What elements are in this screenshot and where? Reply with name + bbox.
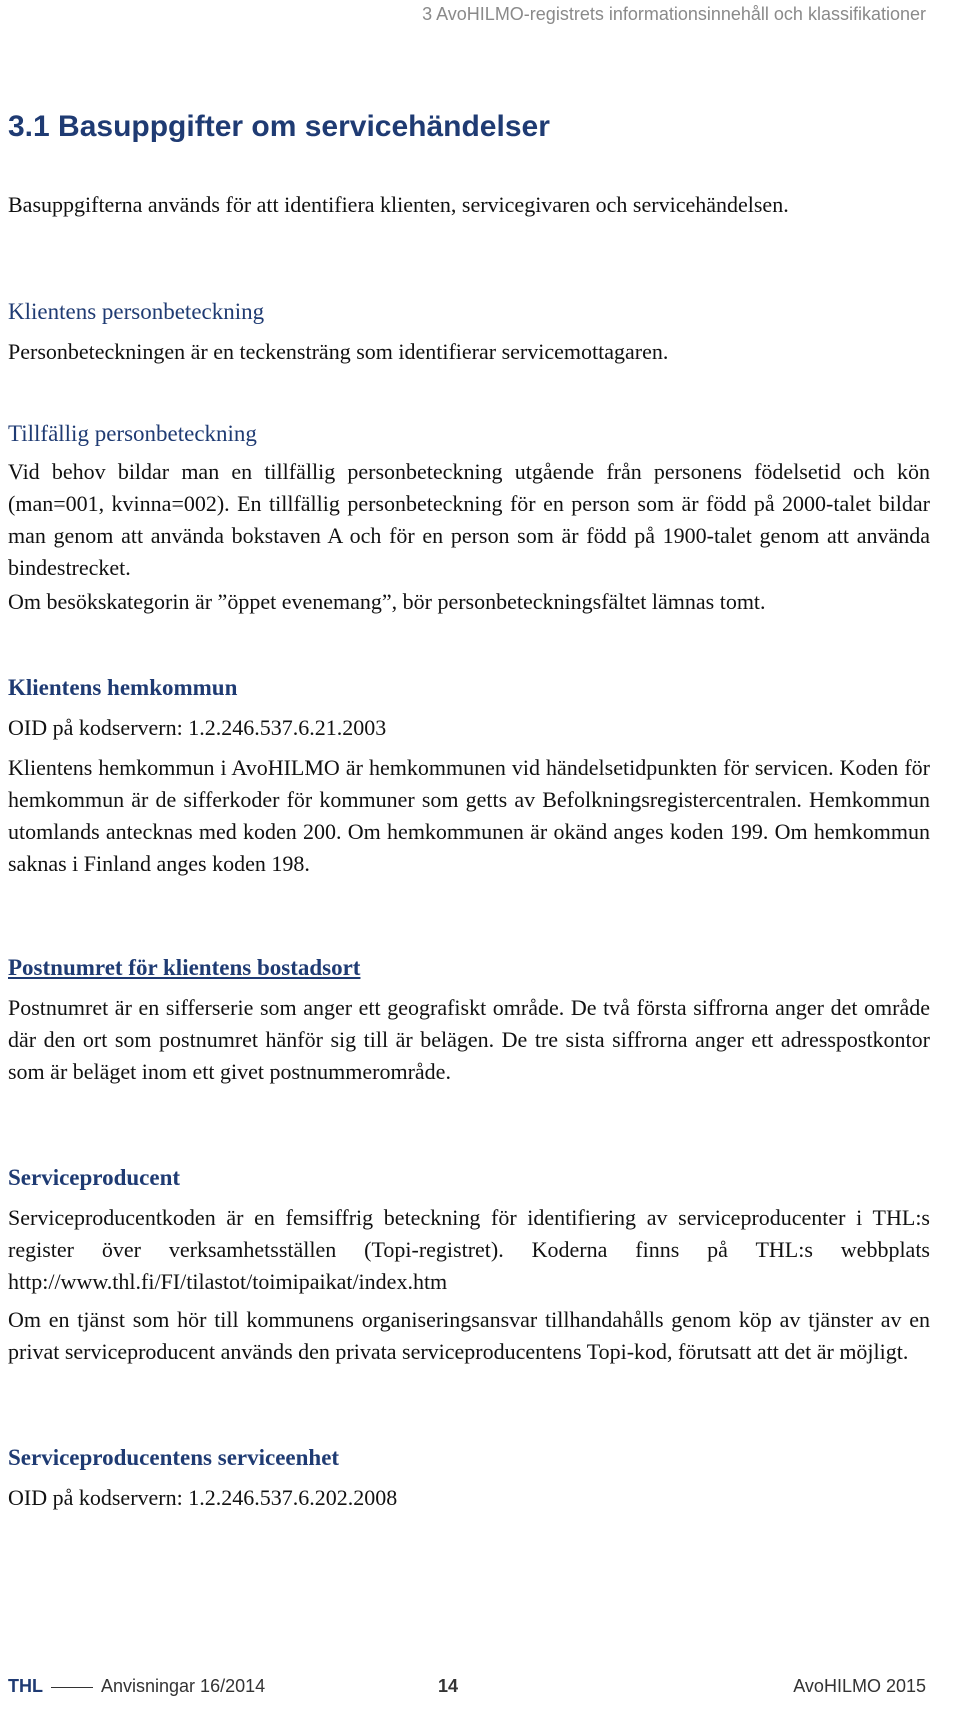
serviceproducent-paragraph-1: Serviceproducentkoden är en femsiffrig beteckning för identifiering av serviceproducenter i THL:s register över verksamhetsställen (Topi-registret). Koderna finns på THL:s webbplats http://www.thl.fi/FI/tilastot/toimipaikat/index.htm [8, 1205, 930, 1294]
hemkommun-oid: OID på kodservern: 1.2.246.537.6.21.2003 [8, 715, 387, 740]
personbeteckning-paragraph: Personbeteckningen är en teckensträng som identifierar servicemottagaren. [8, 339, 669, 364]
footer-series: Anvisningar 16/2014 [101, 1676, 266, 1696]
page-footer [8, 1676, 926, 1708]
footer-dash [51, 1687, 93, 1688]
footer-left [8, 1676, 265, 1697]
heading-serviceproducent: Serviceproducent [8, 1165, 181, 1190]
heading-klientens-hemkommun: Klientens hemkommun [8, 675, 238, 700]
serviceproducent-paragraph-2: Om en tjänst som hör till kommunens organiseringsansvar tillhandahålls genom köp av tjänster av en privat serviceproducent används den privata serviceproducentens Topi-kod, förutsatt att det är möjligt. [8, 1307, 930, 1364]
heading-tillfallig-personbeteckning: Tillfällig personbeteckning [8, 421, 257, 446]
running-header: 3 AvoHILMO-registrets informationsinnehåll och klassifikationer [422, 4, 926, 24]
heading-klientens-personbeteckning: Klientens personbeteckning [8, 299, 265, 324]
hemkommun-paragraph: Klientens hemkommun i AvoHILMO är hemkommunen vid händelsetidpunkten för servicen. Koden för hemkommun är de sifferkoder för kommuner som getts av Befolkningsregistercentralen. Hemkommun utomlands antecknas med koden 200. Om hemkommunen är okänd anges koden 199. Om hemkommun saknas i Finland anges koden 198. [8, 755, 930, 876]
intro-paragraph: Basuppgifterna används för att identifiera klienten, servicegivaren och servicehändelsen. [8, 192, 789, 217]
footer-doc: AvoHILMO 2015 [793, 1676, 926, 1696]
heading-postnummer: Postnumret för klientens bostadsort [8, 955, 361, 980]
section-title: 3.1 Basuppgifter om servicehändelser [8, 110, 550, 143]
heading-serviceenhet: Serviceproducentens serviceenhet [8, 1445, 340, 1470]
footer-page-number: 14 [438, 1676, 459, 1696]
serviceenhet-oid: OID på kodservern: 1.2.246.537.6.202.2008 [8, 1485, 398, 1510]
tillfallig-paragraph: Vid behov bildar man en tillfällig personbeteckning utgående från personens födelsetid och kön (man=001, kvinna=002). En tillfällig personbeteckning för en person som är född på 2000-talet bildar man genom att använda bokstaven A och för en person som är född på 1900-talet genom att använda bindestrecket. [8, 459, 930, 580]
tillfallig-note: Om besökskategorin är ”öppet evenemang”, bör personbeteckningsfältet lämnas tomt. [8, 589, 766, 614]
footer-org: THL [8, 1676, 43, 1696]
postnummer-paragraph: Postnumret är en sifferserie som anger ett geografiskt område. De två första siffrorna anger det område där den ort som postnumret hänför sig till är belägen. De tre sista siffrorna anger ett adresspostkontor som är beläget inom ett givet postnummerområde. [8, 995, 930, 1084]
